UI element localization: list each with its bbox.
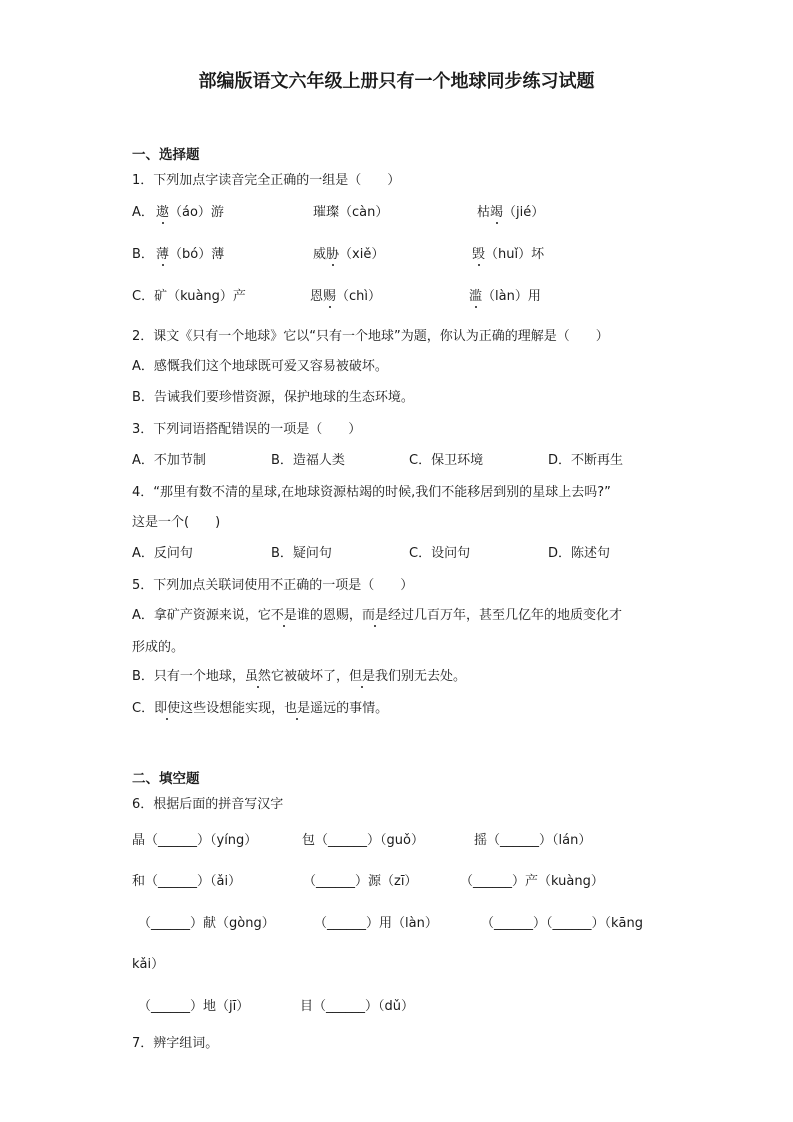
- text: C．: [132, 701, 155, 716]
- q4-option-d: D．陈述句: [548, 546, 611, 561]
- text: 这些设想能实现，: [180, 701, 285, 716]
- text: （bó）薄: [169, 247, 225, 262]
- q1-option-b-item2: [313, 246, 384, 264]
- text: 威: [313, 247, 327, 262]
- q1-option-a-item1: [156, 204, 224, 222]
- q3-option-b: B．造福人类: [271, 453, 345, 468]
- dotted-char: 赐: [323, 289, 337, 304]
- text: （áo）游: [169, 205, 224, 220]
- dotted-word: 而是: [361, 608, 388, 623]
- text: B．只有一个地球，: [132, 669, 245, 684]
- q1-option-b-label: B．: [132, 247, 154, 262]
- text: 它被破坏了，: [270, 669, 349, 684]
- text: （jié）: [503, 205, 545, 220]
- q1-option-a-item3: [477, 204, 544, 222]
- text: （huǐ）坏: [485, 247, 545, 262]
- question-6-stem: 6．根据后面的拼音写汉字: [132, 797, 284, 812]
- q4-option-b: B．疑问句: [271, 546, 332, 561]
- q4-option-a: A．反问句: [132, 546, 193, 561]
- q1-option-c-item3: [469, 288, 541, 306]
- q6-blank: （______）（______）（kāng: [481, 916, 643, 931]
- question-7-stem: 7．辨字组词。: [132, 1036, 219, 1051]
- text: （làn）用: [482, 289, 541, 304]
- q6-blank: 和（______）（ǎi）: [132, 874, 242, 889]
- dotted-char: 滥: [469, 289, 483, 304]
- q6-blank: （______）献（gòng）: [138, 916, 275, 931]
- question-5-stem: 5．下列加点关联词使用不正确的一项是（ ）: [132, 578, 414, 593]
- q2-option-a: A．感慨我们这个地球既可爱又容易被破坏。: [132, 359, 388, 374]
- q6-blank: 包（______）（guǒ）: [302, 833, 424, 848]
- q2-option-b: B．告诫我们要珍惜资源，保护地球的生态环境。: [132, 390, 414, 405]
- q1-option-a-item2: [313, 204, 388, 222]
- question-3-stem: 3．下列词语搭配错误的一项是（ ）: [132, 422, 362, 437]
- text: 璀璨（: [313, 205, 353, 220]
- q1-option-a-label: A．: [132, 205, 154, 220]
- text: ）: [375, 205, 389, 220]
- text: 经过几百万年，甚至几亿年的地质变化才: [387, 608, 622, 623]
- q3-option-d: D．不断再生: [548, 453, 624, 468]
- dotted-char: 胁: [326, 247, 340, 262]
- q6-blank: （______）用（làn）: [314, 916, 438, 931]
- text: 谁的恩赐，: [296, 608, 362, 623]
- q3-option-a: A．不加节制: [132, 453, 206, 468]
- question-2-stem: 2．课文《只有一个地球》它以“只有一个地球”为题，你认为正确的理解是（ ）: [132, 329, 609, 344]
- dotted-char: 薄: [156, 247, 170, 262]
- text: 遥远的事情。: [310, 701, 389, 716]
- dotted-char: 遨: [156, 205, 170, 220]
- question-4-stem-cont: 这是一个( ): [132, 515, 221, 530]
- q5-option-b: [132, 668, 466, 686]
- text: 我们别无去处。: [374, 669, 466, 684]
- q1-option-b-item3: [472, 246, 544, 264]
- q5-option-c: [132, 700, 388, 718]
- section-heading-choice: 一、选择题: [132, 147, 200, 163]
- text: （chì）: [336, 289, 382, 304]
- dotted-word: 也是: [284, 701, 311, 716]
- q1-option-b-item1: [156, 246, 224, 264]
- q6-blank: 摇（______）（lán）: [474, 833, 592, 848]
- q4-option-c: C．设问句: [409, 546, 471, 561]
- q6-blank: （______）产（kuàng）: [460, 874, 604, 889]
- q5-option-a: [132, 607, 622, 625]
- text: 恩: [310, 289, 324, 304]
- q6-blank: 晶（______）（yíng）: [132, 833, 258, 848]
- q3-option-c: C．保卫环境: [409, 453, 484, 468]
- q1-option-c-item2: [310, 288, 381, 306]
- dotted-char: 竭: [490, 205, 504, 220]
- question-4-stem: 4．“那里有数不清的星球,在地球资源枯竭的时候,我们不能移居到别的星球上去吗?”: [132, 485, 611, 500]
- dotted-word: 不是: [270, 608, 297, 623]
- q1-option-c-item1: C．矿（kuàng）产: [132, 289, 246, 304]
- dotted-word: 但是: [348, 669, 375, 684]
- document-title: 部编版语文六年级上册只有一个地球同步练习试题: [198, 71, 595, 92]
- dotted-word: 即使: [154, 701, 181, 716]
- q6-blank: （______）源（zī）: [303, 874, 418, 889]
- q6-blank: 目（______）（dǔ）: [300, 999, 414, 1014]
- dotted-word: 虽然: [244, 669, 271, 684]
- q6-blank: （______）地（jī）: [138, 999, 250, 1014]
- text: （xiě）: [339, 247, 385, 262]
- text: A．拿矿产资源来说，它: [132, 608, 271, 623]
- q5-option-a-cont: 形成的。: [132, 640, 185, 655]
- question-1-stem: 1．下列加点字读音完全正确的一组是（ ）: [132, 173, 401, 188]
- text: càn: [352, 205, 376, 220]
- q6-blank-cont: kǎi）: [132, 957, 165, 972]
- dotted-char: 毁: [472, 247, 486, 262]
- text: 枯: [477, 205, 491, 220]
- section-heading-fill: 二、填空题: [132, 771, 200, 787]
